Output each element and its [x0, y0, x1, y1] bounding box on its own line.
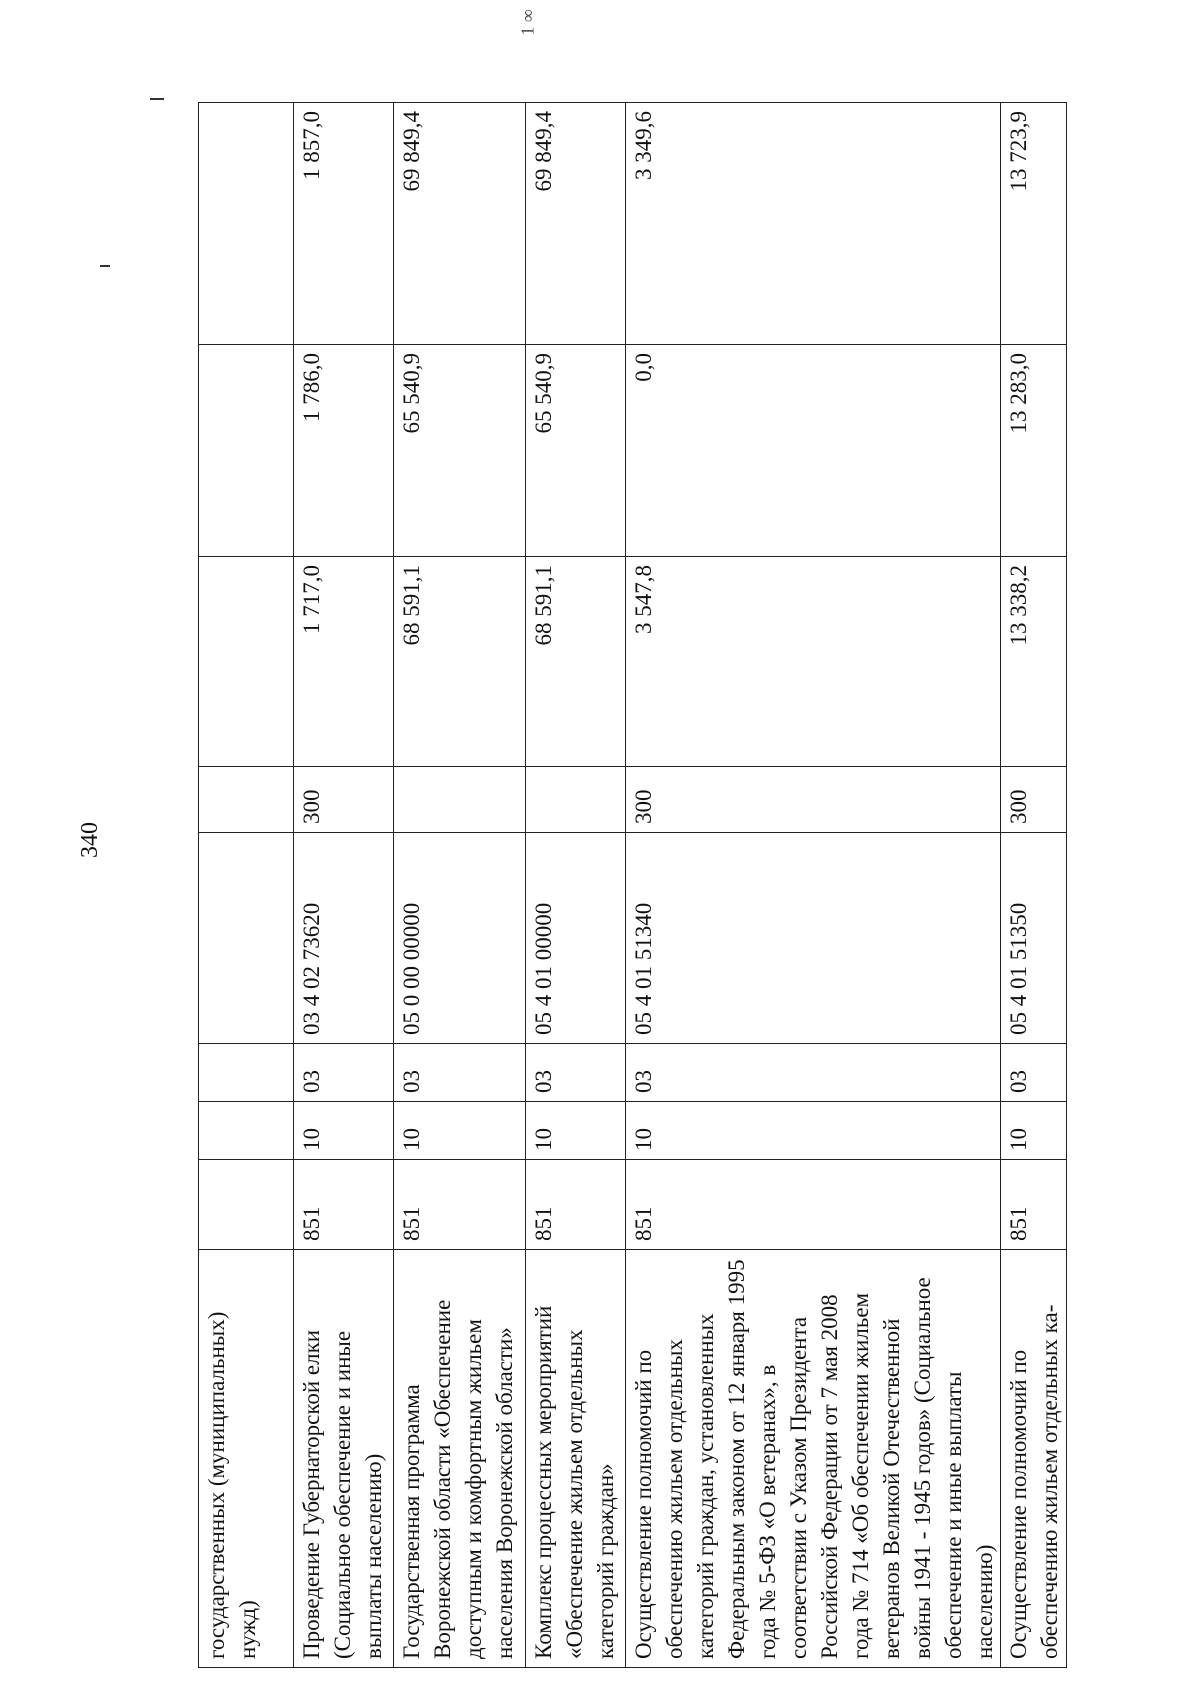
table-row	[1001, 103, 1067, 1668]
cell-pr: 03	[526, 1044, 626, 1102]
row-name: Комплекс процессных мероприятий «Обеспечение жильем отдельных категорий граждан»	[526, 1250, 626, 1668]
cell-csr	[199, 833, 294, 1044]
cell-sum-1: 3 547,8	[626, 557, 1001, 767]
cell-ved: 851	[526, 1160, 626, 1250]
cell-rz: 10	[626, 1102, 1001, 1160]
row-name: Осуществление полномочий по обеспечению жильем отдельных категорий граждан, установленных Федеральным законом от 12 января 1995 года № 5-ФЗ «О ветеранах», в соответствии с Указом Президента Российской Федерации от 7 мая 2008 года № 714 «Об обеспечении жильем ветеранов Великой Отечественной войны 1941 - 1945 годов» (Социальное обеспечение и иные выплаты населению)	[626, 1250, 1001, 1668]
cell-sum-3: 69 849,4	[394, 103, 526, 345]
cell-sum-2	[199, 345, 294, 557]
cell-ved: 851	[394, 1160, 526, 1250]
table-row	[199, 103, 294, 1668]
page-number: 340	[77, 822, 103, 858]
table-row	[526, 103, 626, 1668]
cell-sum-1	[199, 557, 294, 767]
table-row	[394, 103, 526, 1668]
cell-rz: 10	[294, 1102, 394, 1160]
cell-sum-3: 1 857,0	[294, 103, 394, 345]
rotated-table-wrapper	[198, 103, 1067, 1668]
cell-pr: 03	[394, 1044, 526, 1102]
cell-sum-2: 65 540,9	[526, 345, 626, 557]
cell-vr: 300	[294, 767, 394, 833]
cell-rz: 10	[526, 1102, 626, 1160]
row-name: государственных (муниципальных) нужд)	[199, 1250, 294, 1668]
cell-pr: 03	[294, 1044, 394, 1102]
cell-csr: 05 4 01 51350	[1001, 833, 1067, 1044]
cell-pr	[199, 1044, 294, 1102]
cell-sum-2: 1 786,0	[294, 345, 394, 557]
row-name: Государственная программа Воронежской области «Обеспечение доступным и комфортным жильем населения Воронежской области»	[394, 1250, 526, 1668]
cell-vr: 300	[1001, 767, 1067, 833]
scan-artifact-dash	[100, 265, 110, 267]
cell-sum-1: 68 591,1	[394, 557, 526, 767]
cell-csr: 05 0 00 00000	[394, 833, 526, 1044]
cell-rz	[199, 1102, 294, 1160]
cell-rz: 10	[394, 1102, 526, 1160]
table-row	[626, 103, 1001, 1668]
table-row	[294, 103, 394, 1668]
cell-vr: 300	[626, 767, 1001, 833]
cell-ved: 851	[626, 1160, 1001, 1250]
corner-mark: 1 ∞	[517, 9, 538, 36]
row-name: Осуществление полномочий по обеспечению жильем отдельных ка-	[1001, 1250, 1067, 1668]
cell-pr: 03	[626, 1044, 1001, 1102]
cell-sum-1: 13 338,2	[1001, 557, 1067, 767]
budget-table	[198, 102, 1067, 1668]
cell-sum-3: 3 349,6	[626, 103, 1001, 345]
cell-pr: 03	[1001, 1044, 1067, 1102]
scan-artifact-dash	[150, 98, 164, 100]
cell-sum-2: 13 283,0	[1001, 345, 1067, 557]
row-name: Проведение Губернаторской елки (Социальное обеспечение и иные выплаты населению)	[294, 1250, 394, 1668]
cell-ved	[199, 1160, 294, 1250]
cell-sum-2: 0,0	[626, 345, 1001, 557]
cell-vr	[199, 767, 294, 833]
cell-ved: 851	[294, 1160, 394, 1250]
cell-sum-2: 65 540,9	[394, 345, 526, 557]
cell-sum-3	[199, 103, 294, 345]
cell-vr	[526, 767, 626, 833]
cell-csr: 05 4 01 00000	[526, 833, 626, 1044]
cell-sum-1: 68 591,1	[526, 557, 626, 767]
cell-csr: 05 4 01 51340	[626, 833, 1001, 1044]
cell-vr	[394, 767, 526, 833]
cell-sum-1: 1 717,0	[294, 557, 394, 767]
cell-ved: 851	[1001, 1160, 1067, 1250]
cell-csr: 03 4 02 73620	[294, 833, 394, 1044]
cell-sum-3: 13 723,9	[1001, 103, 1067, 345]
cell-sum-3: 69 849,4	[526, 103, 626, 345]
cell-rz: 10	[1001, 1102, 1067, 1160]
